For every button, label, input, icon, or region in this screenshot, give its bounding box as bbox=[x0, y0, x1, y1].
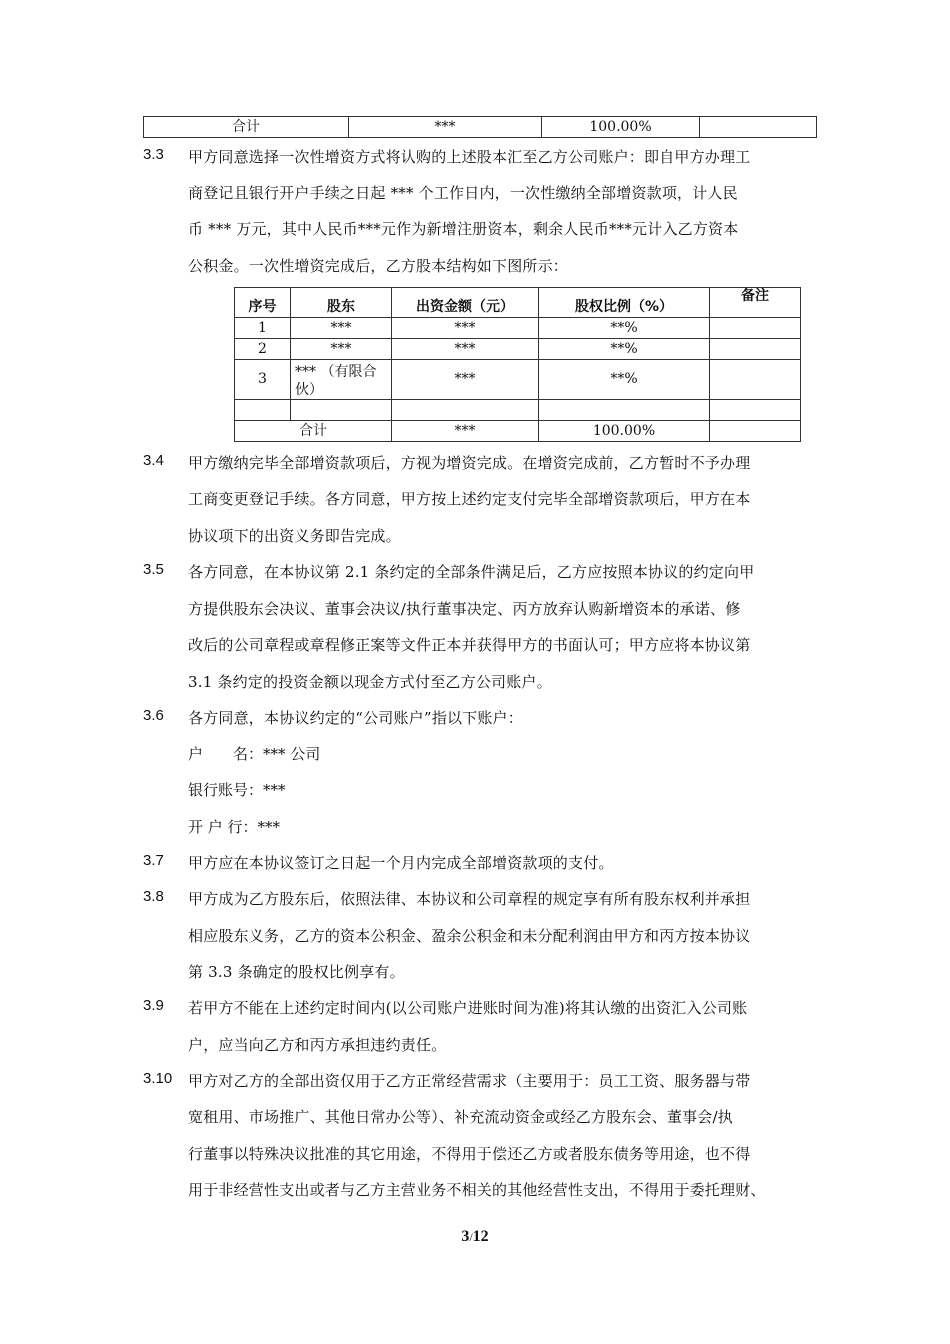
shareholding-structure-table bbox=[234, 287, 801, 442]
table-row bbox=[235, 360, 801, 400]
cell-note bbox=[710, 400, 801, 421]
clause-line: 各方同意，在本协议第 2.1 条约定的全部条件满足后，乙方应按照本协议的约定向甲 bbox=[188, 563, 755, 581]
total-ratio: 100.00% bbox=[539, 421, 710, 442]
clause-line: 公积金。一次性增资完成后，乙方股本结构如下图所示： bbox=[188, 257, 569, 275]
table-total-row bbox=[235, 421, 801, 442]
total-note bbox=[700, 117, 817, 138]
account-bank bbox=[188, 816, 280, 837]
clause-line: 宽租用、市场推广、其他日常办公等）、补充流动资金或经乙方股东会、董事会/执 bbox=[188, 1108, 733, 1126]
cell-seq: 2 bbox=[235, 339, 291, 360]
clause-number: 3.8 bbox=[143, 888, 164, 905]
total-label: 合计 bbox=[235, 421, 392, 442]
clause-line: 工商变更登记手续。各方同意，甲方按上述约定支付完毕全部增资款项后，甲方在本 bbox=[188, 490, 751, 508]
total-amount: *** bbox=[349, 117, 542, 138]
table-row bbox=[235, 400, 801, 421]
cell-shareholder bbox=[291, 400, 392, 421]
total-label: 合计 bbox=[144, 117, 349, 138]
cell-ratio: **% bbox=[539, 339, 710, 360]
clause-line: 户，应当向乙方和丙方承担违约责任。 bbox=[188, 1036, 447, 1054]
clause-line: 甲方缴纳完毕全部增资款项后，方视为增资完成。在增资完成前，乙方暂时不予办理 bbox=[188, 454, 751, 472]
account-bank-value: *** bbox=[257, 818, 281, 836]
clause-line: 改后的公司章程或章程修正案等文件正本并获得甲方的书面认可；甲方应将本协议第 bbox=[188, 636, 751, 654]
header-note: 备注 bbox=[710, 288, 801, 318]
table-header-row bbox=[235, 288, 801, 318]
clause-line: 各方同意，本协议约定的“公司账户”指以下账户： bbox=[188, 709, 523, 727]
clause-line: 行董事以特殊决议批准的其它用途，不得用于偿还乙方或者股东债务等用途，也不得 bbox=[188, 1145, 751, 1163]
cell-ratio: **% bbox=[539, 360, 710, 400]
clause-line: 商登记且银行开户手续之日起 *** 个工作日内，一次性缴纳全部增资款项，计人民 bbox=[188, 184, 738, 202]
account-number-value: *** bbox=[263, 781, 286, 799]
cell-seq: 3 bbox=[235, 360, 291, 400]
clause-number: 3.3 bbox=[143, 146, 164, 163]
cell-note bbox=[710, 360, 801, 400]
account-number bbox=[188, 779, 286, 800]
cell-amount: *** bbox=[392, 339, 539, 360]
total-note bbox=[710, 421, 801, 442]
table-row bbox=[144, 117, 817, 138]
clause-number: 3.4 bbox=[143, 452, 164, 469]
page-number bbox=[0, 1228, 950, 1246]
header-amount: 出资金额（元） bbox=[392, 288, 539, 318]
clause-line: 方提供股东会决议、董事会决议/执行董事决定、丙方放弃认购新增资本的承诺、修 bbox=[188, 600, 741, 618]
account-bank-label: 开 户 行： bbox=[188, 818, 258, 836]
cell-ratio: **% bbox=[539, 318, 710, 339]
account-name-label: 户 名： bbox=[188, 745, 264, 763]
table-row bbox=[235, 339, 801, 360]
clause-line: 3.1 条约定的投资金额以现金方式付至乙方公司账户。 bbox=[188, 673, 552, 691]
header-shareholder: 股东 bbox=[291, 288, 392, 318]
cell-note bbox=[710, 339, 801, 360]
header-seq: 序号 bbox=[235, 288, 291, 318]
cell-shareholder: *** （有限合伙） bbox=[291, 360, 392, 400]
cell-amount: *** bbox=[392, 318, 539, 339]
clause-line: 用于非经营性支出或者与乙方主营业务不相关的其他经营性支出，不得用于委托理财、 bbox=[188, 1181, 766, 1199]
account-name bbox=[188, 743, 320, 764]
clause-number: 3.6 bbox=[143, 707, 164, 724]
page-separator: / bbox=[469, 1230, 473, 1244]
clause-number: 3.5 bbox=[143, 561, 164, 578]
cell-seq bbox=[235, 400, 291, 421]
clause-number: 3.10 bbox=[143, 1070, 173, 1087]
capital-table-previous-total bbox=[143, 116, 817, 138]
clause-number: 3.9 bbox=[143, 997, 164, 1014]
clause-line: 相应股东义务，乙方的资本公积金、盈余公积金和未分配利润由甲方和丙方按本协议 bbox=[188, 927, 751, 945]
cell-seq: 1 bbox=[235, 318, 291, 339]
cell-shareholder: *** bbox=[291, 339, 392, 360]
cell-amount bbox=[392, 400, 539, 421]
page-current: 3 bbox=[461, 1228, 470, 1245]
clause-line: 甲方成为乙方股东后，依照法律、本协议和公司章程的规定享有所有股东权利并承担 bbox=[188, 890, 751, 908]
cell-ratio bbox=[539, 400, 710, 421]
header-ratio: 股权比例（%） bbox=[539, 288, 710, 318]
total-amount: *** bbox=[392, 421, 539, 442]
total-ratio: 100.00% bbox=[542, 117, 700, 138]
page-total: 12 bbox=[472, 1228, 489, 1245]
account-number-label: 银行账号： bbox=[188, 781, 264, 799]
clause-line: 协议项下的出资义务即告完成。 bbox=[188, 527, 401, 545]
cell-note bbox=[710, 318, 801, 339]
clause-line: 币 *** 万元，其中人民币***元作为新增注册资本，剩余人民币***元计入乙方资本 bbox=[188, 220, 739, 238]
clause-line: 若甲方不能在上述约定时间内(以公司账户进账时间为准)将其认缴的出资汇入公司账 bbox=[188, 999, 748, 1017]
account-name-value: *** 公司 bbox=[263, 745, 321, 763]
clause-line: 甲方应在本协议签订之日起一个月内完成全部增资款项的支付。 bbox=[188, 854, 614, 872]
clause-number: 3.7 bbox=[143, 852, 164, 869]
cell-amount: *** bbox=[392, 360, 539, 400]
clause-line: 甲方同意选择一次性增资方式将认购的上述股本汇至乙方公司账户：即自甲方办理工 bbox=[188, 148, 751, 166]
cell-shareholder: *** bbox=[291, 318, 392, 339]
table-row bbox=[235, 318, 801, 339]
clause-line: 第 3.3 条确定的股权比例享有。 bbox=[188, 963, 405, 981]
clause-line: 甲方对乙方的全部出资仅用于乙方正常经营需求（主要用于：员工工资、服务器与带 bbox=[188, 1072, 751, 1090]
